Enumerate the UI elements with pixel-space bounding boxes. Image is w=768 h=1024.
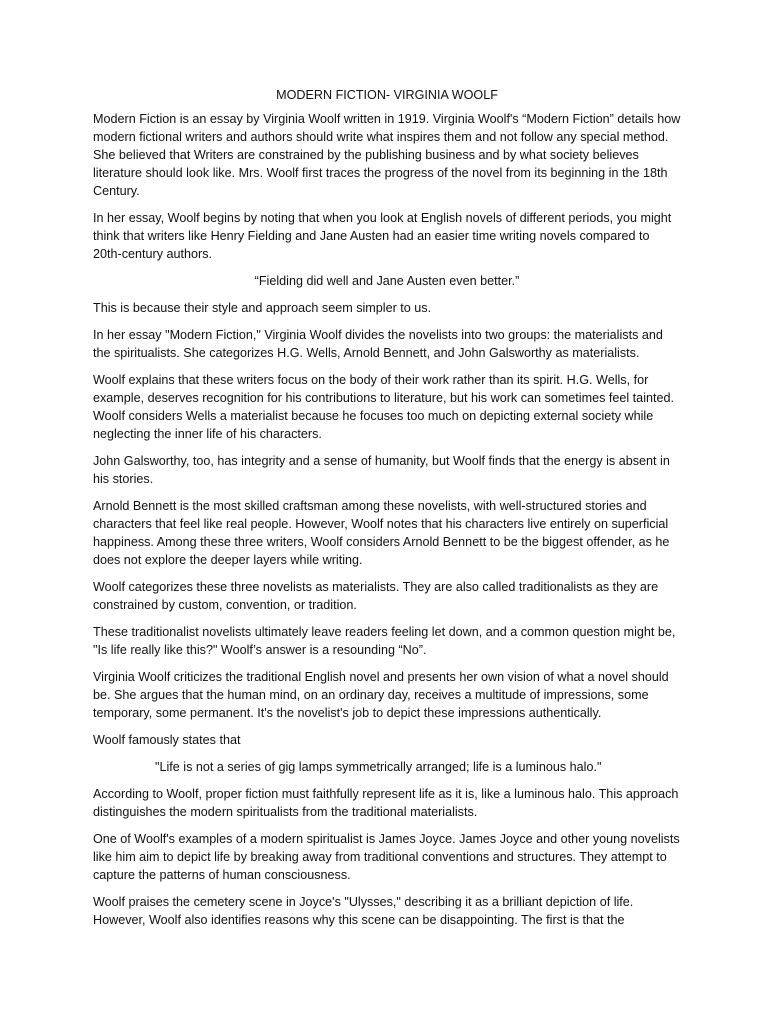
paragraph-traditionalists: Woolf categorizes these three novelists as materialists. They are also called traditionalists as they are constrained by custom, convention, or tradition. <box>93 580 659 612</box>
paragraph-proper-fiction: According to Woolf, proper fiction must faithfully represent life as it is, like a luminous halo. This approach distinguishes the modern spiritualists from the traditional materialists. <box>93 787 679 819</box>
paragraph-intro: Modern Fiction is an essay by Virginia Woolf written in 1919. Virginia Woolf's “Modern Fiction” details how modern fictional writers and authors should write what inspires them and not follow any special method. She believed that Writers are constrained by the publishing business and by what society believes literature should look like. Mrs. Woolf first traces the progress of the novel from its beginning in the 18th Century. <box>93 112 681 198</box>
paragraph-two-groups: In her essay "Modern Fiction," Virginia Woolf divides the novelists into two groups: the materialists and the spiritualists. She categorizes H.G. Wells, Arnold Bennett, and John Galsworthy as materialists. <box>93 328 663 360</box>
paragraph-galsworthy: John Galsworthy, too, has integrity and a sense of humanity, but Woolf finds that the energy is absent in his stories. <box>93 454 670 486</box>
paragraph-joyce: One of Woolf's examples of a modern spiritualist is James Joyce. James Joyce and other young novelists like him aim to depict life by breaking away from traditional conventions and structures. They attempt to capture the patterns of human consciousness. <box>93 832 680 882</box>
paragraph-let-down: These traditionalist novelists ultimately leave readers feeling let down, and a common question might be, "Is life really like this?" Woolf’s answer is a resounding “No”. <box>93 625 676 657</box>
paragraph-woolf-vision: Virginia Woolf criticizes the traditional English novel and presents her own vision of what a novel should be. She argues that the human mind, on an ordinary day, receives a multitude of impressions, some temporary, some permanent. It's the novelist's job to depict these impressions authentically. <box>93 670 669 720</box>
paragraph-bennett: Arnold Bennett is the most skilled craftsman among these novelists, with well-structured stories and characters that feel like real people. However, Woolf notes that his characters live entirely on superficial happiness. Among these three writers, Woolf considers Arnold Bennett to be the biggest offender, as he does not explore the deeper layers while writing. <box>93 499 670 567</box>
paragraph-novel-periods: In her essay, Woolf begins by noting that when you look at English novels of different periods, you might think that writers like Henry Fielding and Jane Austen had an easier time writing novels compared to 20th-century authors. <box>93 211 672 261</box>
paragraph-famously-states: Woolf famously states that <box>93 733 241 747</box>
paragraph-wells: Woolf explains that these writers focus on the body of their work rather than its spirit. H.G. Wells, for example, deserves recognition for his contributions to literature, but his work can sometimes feel tainted. Woolf considers Wells a materialist because he focuses too much on depicting external society while neglecting the inner life of his characters. <box>93 373 674 441</box>
document-body <box>93 86 681 938</box>
quote-luminous-halo: "Life is not a series of gig lamps symmetrically arranged; life is a luminous halo." <box>155 760 602 774</box>
document-title: MODERN FICTION- VIRGINIA WOOLF <box>276 88 498 102</box>
quote-fielding-austen: “Fielding did well and Jane Austen even better.” <box>254 274 520 288</box>
paragraph-simpler-style: This is because their style and approach seem simpler to us. <box>93 301 432 315</box>
paragraph-ulysses: Woolf praises the cemetery scene in Joyce's "Ulysses," describing it as a brilliant depiction of life. However, Woolf also identifies reasons why this scene can be disappointing. The first is that the <box>93 895 634 927</box>
